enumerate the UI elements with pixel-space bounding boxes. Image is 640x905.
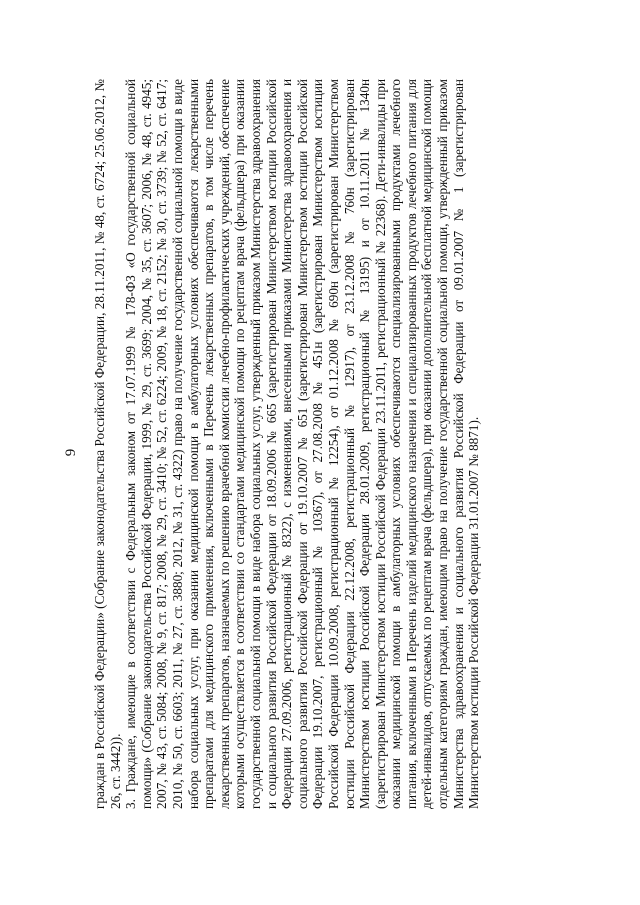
document-body	[92, 79, 482, 809]
paragraph-continuation: граждан в Российской Федерации» (Собрание законодательства Российской Федерации, 28.11.2011, № 48, ст. 6724; 25.06.2012, № 26, ст. 3442)).	[92, 79, 123, 809]
page-number: 9	[63, 448, 79, 457]
paragraph-item-3: 3. Граждане, имеющие в соответствии с Федеральным законом от 17.07.1999 № 178-ФЗ «О государственной социальной помощи» (Собрание законодательства Российской Федерации, 1999, № 29, ст. 3699; 2004, № 35, ст. 3607; 2006, № 48, ст. 4945; 2007, № 43, ст. 5084; 2008, № 9, ст. 817; 2008, № 29, ст. 3410; № 52, ст. 6224; 2009, № 18, ст. 2152; № 30, ст. 3739; № 52, ст. 6417; 2010, № 50, ст. 6603; 2011, № 27, ст. 3880; 2012, № 31, ст. 4322) право на получение государственной социальной помощи в виде набора социальных услуг, при оказании медицинской помощи в амбулаторных условиях обеспечиваются лекарственными препаратами для медицинского применения, включенными в Перечень лекарственных препаратов, в том числе перечень лекарственных препаратов, назначаемых по решению врачебной комиссии лечебно-профилактических учреждений, обеспечение которыми осуществляется в соответствии со стандартами медицинской помощи по рецептам врача (фельдшера) при оказании государственной социальной помощи в виде набора социальных услуг, утвержденный приказом Министерства здравоохранения и социального развития Российской Федерации от 18.09.2006 № 665 (зарегистрирован Министерством юстиции Российской Федерации 27.09.2006, регистрационный № 8322), с изменениями, внесенными приказами Министерства здравоохранения и социального развития Российской Федерации от 19.10.2007 № 651 (зарегистрирован Министерством юстиции Российской Федерации 19.10.2007, регистрационный № 10367), от 27.08.2008 № 451н (зарегистрирован Министерством юстиции Российской Федерации 10.09.2008, регистрационный № 12254), от 01.12.2008 № 690н (зарегистрирован Министерством юстиции Российской Федерации 22.12.2008, регистрационный № 12917), от 23.12.2008 № 760н (зарегистрирован Министерством юстиции Российской Федерации 28.01.2009, регистрационный № 13195) и от 10.11.2011 № 1340н (зарегистрирован Министерством юстиции Российской Федерации 23.11.2011, регистрационный № 22368). Дети-инвалиды при оказании медицинской помощи в амбулаторных условиях обеспечиваются специализированными продуктами лечебного питания, включенными в Перечень изделий медицинского назначения и специализированных продуктов лечебного питания для детей-инвалидов, отпускаемых по рецептам врача (фельдшера), при оказании дополнительной бесплатной медицинской помощи отдельным категориям граждан, имеющим право на получение государственной социальной помощи, утвержденный приказом Министерства здравоохранения и социального развития Российской Федерации от 09.01.2007 № 1 (зарегистрирован Министерством юстиции Российской Федерации 31.01.2007 № 8871).	[123, 79, 482, 809]
